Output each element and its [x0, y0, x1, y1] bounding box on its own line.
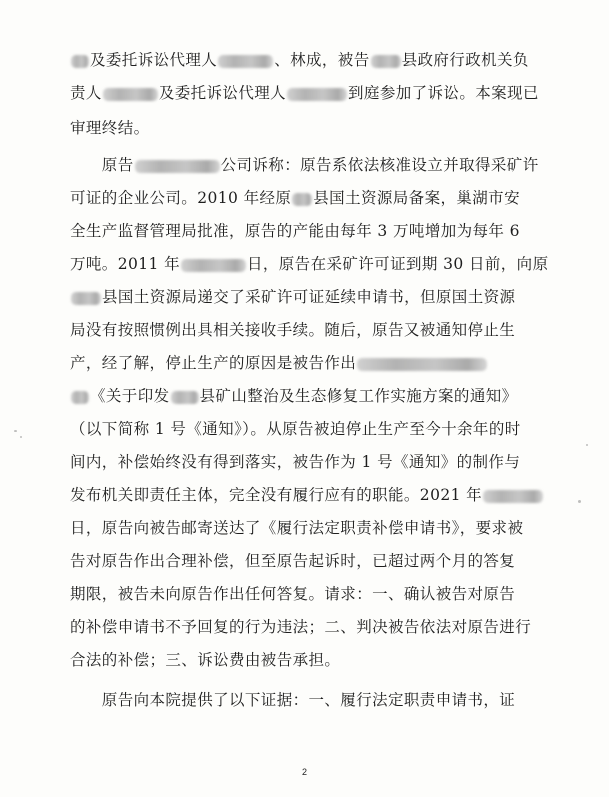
text-line	[70, 348, 488, 378]
text-line	[70, 645, 340, 675]
redacted-text	[71, 391, 89, 404]
text-segment: 原告	[70, 156, 134, 174]
text-line	[70, 216, 520, 246]
text-line	[70, 45, 529, 75]
text-segment: 合法的补偿；三、诉讼费由被告承担。	[70, 651, 341, 669]
scan-speck	[14, 430, 17, 432]
text-segment: 县政府行政机关负	[401, 51, 529, 69]
redacted-text	[292, 193, 312, 206]
scan-speck	[586, 444, 588, 446]
redacted-text	[103, 88, 158, 101]
text-segment: （以下简称 1 号《通知》）。从原告被迫停止生产至今十余年的时	[70, 420, 521, 438]
text-line	[70, 447, 520, 477]
text-segment: 公司诉称：原告系依法核准设立并取得采矿许	[220, 156, 539, 174]
text-segment: 万吨。2011 年	[70, 255, 180, 273]
text-segment: 日，原告在采矿许可证到期 30 日前，向原	[246, 255, 549, 273]
redacted-text	[371, 55, 401, 68]
text-segment: 的补偿申请书不予回复的行为违法；二、判决被告依法对原告进行	[70, 618, 532, 636]
text-segment: 及委托诉讼代理人	[158, 84, 287, 102]
text-segment: 县国土资源局递交了采矿许可证延续申请书，但原国土资源	[102, 288, 516, 306]
text-line	[70, 113, 150, 143]
redacted-text	[218, 55, 273, 68]
redacted-text	[357, 358, 487, 371]
text-segment: 局没有按照惯例出具相关接收手续。随后，原告又被通知停止生	[70, 321, 516, 339]
text-segment: 期限，被告未向原告作出任何答复。请求：一、确认被告对原告	[70, 585, 516, 603]
text-line	[70, 414, 521, 444]
text-line	[70, 612, 531, 642]
text-line	[70, 685, 515, 715]
text-line	[70, 546, 515, 576]
text-segment: 日，原告向被告邮寄送达了《履行法定职责补偿申请书》，要求被	[70, 519, 524, 537]
redacted-text	[71, 292, 101, 305]
text-segment: 《关于印发	[90, 387, 170, 405]
redacted-text	[287, 88, 347, 101]
redacted-text	[171, 391, 199, 404]
scan-speck	[20, 436, 22, 438]
text-segment: 、林成，被告	[274, 51, 370, 69]
text-line	[70, 579, 515, 609]
text-segment: 责人	[70, 84, 102, 102]
text-segment: 审理终结。	[70, 119, 150, 137]
redacted-text	[135, 160, 220, 173]
text-line	[70, 315, 515, 345]
text-segment: 告对原告作出合理补偿，但至原告起诉时，已超过两个月的答复	[70, 552, 516, 570]
text-segment: 县国土资源局备案，巢湖市安	[313, 189, 520, 207]
text-segment: 全生产监督管理局批准，原告的产能由每年 3 万吨增加为每年 6	[70, 222, 520, 240]
text-line	[70, 150, 539, 180]
text-segment: 发布机关即责任主体，完全没有履行应有的职能。2021 年	[70, 486, 483, 504]
text-line	[70, 480, 544, 510]
text-line	[70, 513, 523, 543]
text-line	[70, 381, 518, 411]
redacted-text	[71, 55, 89, 68]
redacted-text	[483, 490, 543, 503]
page-number: 2	[301, 767, 307, 777]
text-line	[70, 183, 520, 213]
text-segment: 到庭参加了诉讼。本案现已	[348, 84, 539, 102]
redacted-text	[181, 259, 246, 272]
text-segment: 间内，补偿始终没有得到落实，被告作为 1 号《通知》的制作与	[70, 453, 521, 471]
text-segment: 及委托诉讼代理人	[90, 51, 218, 69]
scan-speck	[578, 500, 581, 503]
text-segment: 原告向本院提供了以下证据：一、履行法定职责申请书，证	[70, 691, 516, 709]
text-segment: 县矿山整治及生态修复工作实施方案的通知》	[199, 387, 518, 405]
text-segment: 产，经了解，停止生产的原因是被告作出	[70, 354, 357, 372]
text-line	[70, 78, 539, 108]
text-line	[70, 249, 548, 279]
text-line	[70, 282, 515, 312]
text-segment: 可证的企业公司。2010 年经原	[70, 189, 292, 207]
